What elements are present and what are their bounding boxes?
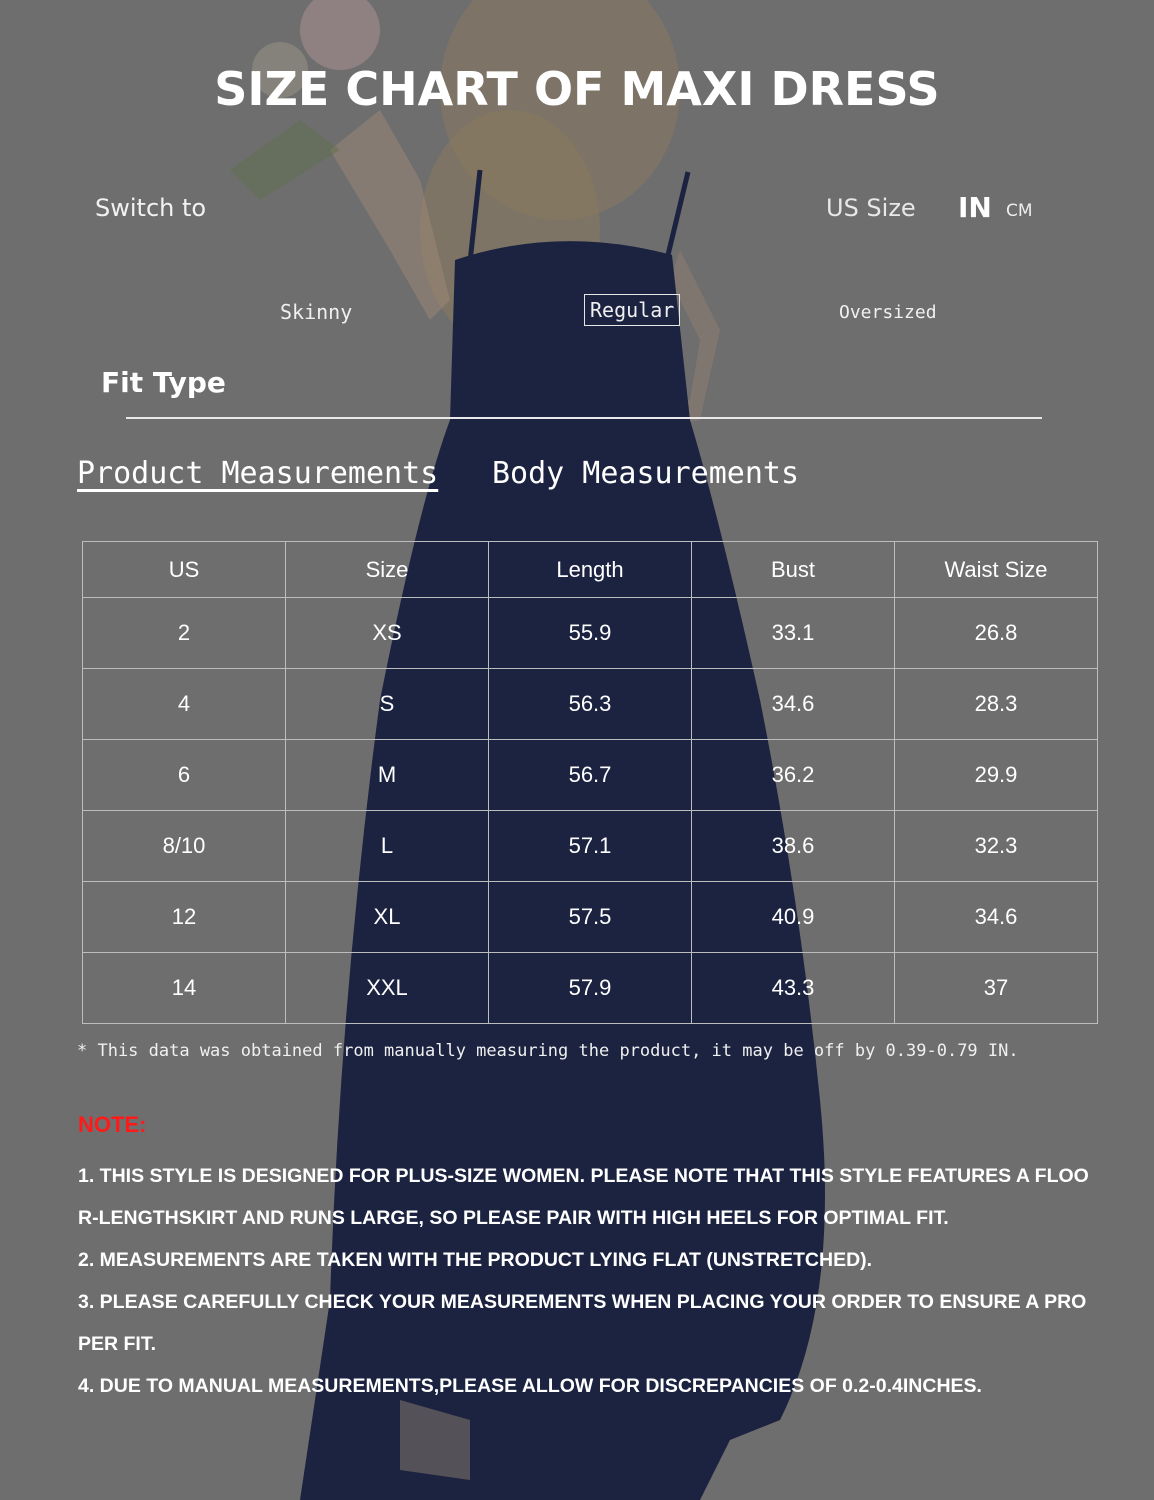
- unit-in-toggle[interactable]: IN: [958, 191, 992, 224]
- header-bust: Bust: [692, 542, 895, 598]
- tab-body-measurements[interactable]: Body Measurements: [492, 456, 800, 491]
- cell-bust: 43.3: [692, 953, 895, 1024]
- cell-us: 2: [83, 598, 286, 669]
- table-row: [83, 598, 1098, 669]
- cell-length: 57.5: [489, 882, 692, 953]
- fit-option-oversized[interactable]: Oversized: [839, 302, 937, 323]
- cell-length: 56.7: [489, 740, 692, 811]
- cell-bust: 38.6: [692, 811, 895, 882]
- cell-us: 12: [83, 882, 286, 953]
- header-waist-size: Waist Size: [895, 542, 1098, 598]
- size-system-selector[interactable]: US Size: [826, 194, 916, 222]
- table-row: [83, 811, 1098, 882]
- cell-size: L: [286, 811, 489, 882]
- header-length: Length: [489, 542, 692, 598]
- cell-waist: 26.8: [895, 598, 1098, 669]
- note-line: 2. MEASUREMENTS ARE TAKEN WITH THE PRODUCT LYING FLAT (UNSTRETCHED).: [78, 1249, 873, 1271]
- fit-type-label: Fit Type: [101, 366, 226, 399]
- cell-size: XL: [286, 882, 489, 953]
- note-line: 4. DUE TO MANUAL MEASUREMENTS,PLEASE ALLOW FOR DISCREPANCIES OF 0.2-0.4INCHES.: [78, 1375, 982, 1397]
- unit-cm-toggle[interactable]: CM: [1006, 201, 1033, 221]
- note-label: NOTE:: [78, 1112, 147, 1137]
- fit-option-regular[interactable]: Regular: [584, 294, 680, 326]
- fit-type-divider: [126, 417, 1042, 419]
- cell-bust: 36.2: [692, 740, 895, 811]
- note-line: R-LENGTHSKIRT AND RUNS LARGE, SO PLEASE PAIR WITH HIGH HEELS FOR OPTIMAL FIT.: [78, 1207, 949, 1229]
- cell-size: M: [286, 740, 489, 811]
- cell-waist: 37: [895, 953, 1098, 1024]
- cell-length: 55.9: [489, 598, 692, 669]
- note-line: 3. PLEASE CAREFULLY CHECK YOUR MEASUREMENTS WHEN PLACING YOUR ORDER TO ENSURE A PRO: [78, 1291, 1087, 1313]
- switch-to-label: Switch to: [95, 194, 207, 222]
- cell-length: 56.3: [489, 669, 692, 740]
- cell-bust: 40.9: [692, 882, 895, 953]
- page-title: SIZE CHART OF MAXI DRESS: [214, 62, 940, 116]
- note-line: PER FIT.: [78, 1333, 157, 1355]
- note-list: [78, 1155, 1089, 1407]
- table-row: [83, 740, 1098, 811]
- header-size: Size: [286, 542, 489, 598]
- table-row: [83, 669, 1098, 740]
- tab-product-measurements[interactable]: Product Measurements: [77, 456, 439, 491]
- note-line: 1. THIS STYLE IS DESIGNED FOR PLUS-SIZE WOMEN. PLEASE NOTE THAT THIS STYLE FEATURES A FLOO: [78, 1165, 1089, 1187]
- cell-waist: 34.6: [895, 882, 1098, 953]
- table-row: [83, 953, 1098, 1024]
- table-row: [83, 882, 1098, 953]
- cell-bust: 33.1: [692, 598, 895, 669]
- cell-waist: 28.3: [895, 669, 1098, 740]
- measurement-footnote: * This data was obtained from manually measuring the product, it may be off by 0.39-0.79 IN.: [77, 1041, 1019, 1061]
- header-us: US: [83, 542, 286, 598]
- cell-waist: 29.9: [895, 740, 1098, 811]
- size-table: [82, 541, 1098, 1024]
- cell-length: 57.9: [489, 953, 692, 1024]
- cell-size: XS: [286, 598, 489, 669]
- cell-length: 57.1: [489, 811, 692, 882]
- fit-option-skinny[interactable]: Skinny: [280, 300, 353, 324]
- cell-size: XXL: [286, 953, 489, 1024]
- cell-us: 4: [83, 669, 286, 740]
- cell-us: 6: [83, 740, 286, 811]
- cell-size: S: [286, 669, 489, 740]
- cell-waist: 32.3: [895, 811, 1098, 882]
- cell-us: 14: [83, 953, 286, 1024]
- cell-us: 8/10: [83, 811, 286, 882]
- cell-bust: 34.6: [692, 669, 895, 740]
- table-header-row: [83, 542, 1098, 598]
